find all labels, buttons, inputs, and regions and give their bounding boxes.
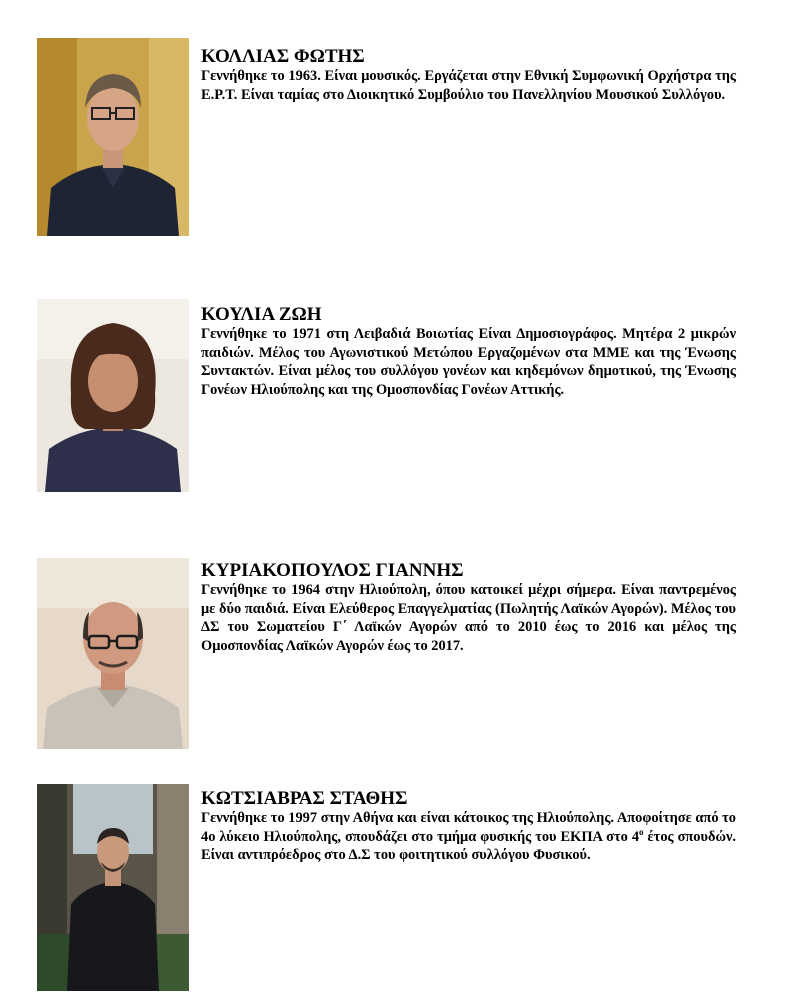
ordinal-superscript: ο	[639, 826, 644, 837]
person-text	[201, 305, 736, 399]
person-name: ΚΩΤΣΙΑΒΡΑΣ ΣΤΑΘΗΣ	[201, 788, 408, 809]
bio-text-continued: έτος σπουδών. Είναι αντιπρόεδρος στο Δ.Σ του φοιτητικού συλλόγου Φυσικού.	[201, 828, 736, 863]
portrait-photo	[37, 784, 189, 991]
person-bio: Γεννήθηκε το 1971 στη Λειβαδιά Βοιωτίας Είναι Δημοσιογράφος. Μητέρα 2 μικρών παιδιών. Μέλος του Αγωνιστικού Μετώπου Εργαζομένων στα ΜΜΕ και της Ένωσης Συντακτών. Είναι μέλος του συλλόγου γονέων και κηδεμόνων δημοτικού, της Ένωσης Γονέων Ηλιούπολης και της Ομοσπονδίας Γονέων Αττικής.	[201, 326, 736, 398]
portrait-photo	[37, 558, 189, 749]
person-text	[201, 47, 736, 104]
person-text	[201, 789, 736, 865]
person-name: ΚΥΡΙΑΚΟΠΟΥΛΟΣ ΓΙΑΝΝΗΣ	[201, 560, 464, 581]
bio-text: Γεννήθηκε το 1997 στην Αθήνα και είναι κάτοικος της Ηλιούπολης. Αποφοίτησε από το 4ο λύκειο Ηλιούπολης, σπουδάζει στο τμήμα φυσικής του ΕΚΠΑ στο 4	[201, 810, 736, 845]
portrait-photo	[37, 38, 189, 236]
person-name: ΚΟΥΛΙΑ ΖΩΗ	[201, 304, 322, 325]
person-bio	[201, 809, 736, 865]
person-bio: Γεννήθηκε το 1964 στην Ηλιούπολη, όπου κατοικεί μέχρι σήμερα. Είναι παντρεμένος με δύο παιδιά. Είναι Ελεύθερος Επαγγελματίας (Πωλητής Λαϊκών Αγορών). Μέλος του ΔΣ του Σωματείου Γ΄ Λαϊκών Αγορών από το 2010 έως το 2016 και μέλος της Ομοσπονδίας Λαϊκών Αγορών έως το 2017.	[201, 582, 736, 654]
portrait-photo	[37, 299, 189, 492]
person-text	[201, 561, 736, 655]
person-bio: Γεννήθηκε το 1963. Είναι μουσικός. Εργάζεται στην Εθνική Συμφωνική Ορχήστρα της Ε.Ρ.Τ. Είναι ταμίας στο Διοικητικό Συμβούλιο του Πανελληνίου Μουσικού Συλλόγου.	[201, 68, 736, 103]
person-name: ΚΟΛΛΙΑΣ ΦΩΤΗΣ	[201, 46, 365, 67]
